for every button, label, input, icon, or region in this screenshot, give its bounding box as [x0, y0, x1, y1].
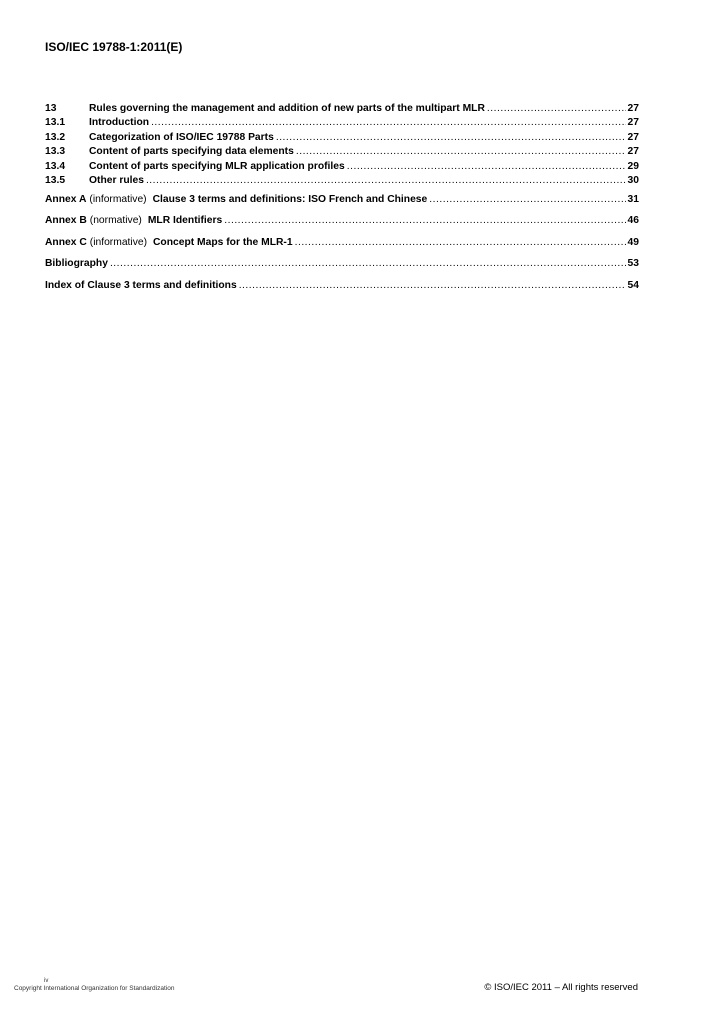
toc-entry-number: 13.5: [45, 175, 66, 186]
annex-kind: (informative): [89, 236, 147, 248]
toc-entry-title: Bibliography: [45, 258, 108, 269]
toc-entry-13[interactable]: [45, 102, 639, 116]
toc-entry-page: 46: [627, 215, 639, 226]
toc-entry-number: 13: [45, 103, 57, 114]
toc-entry-page: 29: [627, 160, 639, 172]
toc-entry-page: 54: [627, 279, 639, 291]
toc-entry-page: 30: [627, 175, 639, 186]
rights-footer: © ISO/IEC 2011 – All rights reserved: [484, 982, 638, 993]
copyright-text: Copyright International Organization for Standardization: [14, 985, 175, 992]
toc-entry-title: Index of Clause 3 terms and definitions: [45, 279, 237, 291]
toc-leader-dots: [487, 102, 626, 116]
toc-leader-dots: [110, 257, 626, 271]
toc-leader-dots: [296, 145, 626, 159]
toc-leader-dots: [224, 214, 625, 228]
toc-leader-dots: [429, 193, 625, 207]
toc-entry-page: 27: [627, 131, 639, 143]
toc-entry-number: 13.2: [45, 131, 66, 143]
toc-leader-dots: [347, 160, 626, 174]
toc-leader-dots: [239, 279, 626, 293]
toc-entry-annex-c[interactable]: [45, 236, 639, 258]
toc-entry-13-3[interactable]: [45, 145, 639, 160]
toc-entry-13-2[interactable]: [45, 131, 639, 146]
toc-entry-13-5[interactable]: [45, 174, 639, 189]
toc-entry-title: Concept Maps for the MLR-1: [153, 236, 293, 248]
table-of-contents: [45, 102, 639, 300]
toc-entry-index[interactable]: [45, 279, 639, 301]
annex-label: Annex B: [45, 215, 87, 226]
annex-kind: (normative): [89, 215, 142, 226]
toc-entry-title: Other rules: [89, 175, 144, 186]
copyright-footer: [14, 978, 175, 992]
toc-entry-number: 13.1: [45, 117, 66, 128]
annex-label: Annex A: [45, 193, 87, 205]
toc-entry-title: Content of parts specifying MLR application profiles: [89, 160, 345, 172]
toc-entry-page: 27: [627, 117, 639, 128]
toc-entry-annex-b[interactable]: [45, 214, 639, 236]
toc-entry-number: 13.3: [45, 146, 66, 157]
annex-label: Annex C: [45, 236, 87, 248]
toc-entry-title: Categorization of ISO/IEC 19788 Parts: [89, 131, 274, 143]
toc-entry-number: 13.4: [45, 160, 66, 172]
toc-entry-title: Clause 3 terms and definitions: ISO French and Chinese: [152, 193, 428, 205]
toc-entry-13-1[interactable]: [45, 116, 639, 131]
toc-entry-title: Rules governing the management and addition of new parts of the multipart MLR: [89, 103, 485, 114]
toc-entry-13-4[interactable]: [45, 160, 639, 175]
toc-entry-page: 49: [627, 236, 639, 248]
page-number-marker: iv: [44, 978, 49, 984]
toc-entry-title: MLR Identifiers: [147, 215, 223, 226]
toc-entry-page: 27: [627, 146, 639, 157]
toc-leader-dots: [295, 236, 626, 250]
toc-entry-bibliography[interactable]: [45, 257, 639, 279]
toc-entry-title: Introduction: [89, 117, 150, 128]
toc-entry-page: 53: [627, 258, 639, 269]
toc-entry-title: Content of parts specifying data elements: [89, 146, 294, 157]
annex-kind: (informative): [89, 193, 147, 205]
toc-entry-annex-a[interactable]: [45, 193, 639, 215]
toc-leader-dots: [276, 131, 626, 145]
document-header: ISO/IEC 19788-1:2011(E): [45, 40, 183, 54]
toc-entry-page: 31: [627, 193, 639, 205]
toc-leader-dots: [146, 174, 626, 188]
toc-leader-dots: [151, 116, 625, 130]
toc-entry-page: 27: [627, 103, 639, 114]
